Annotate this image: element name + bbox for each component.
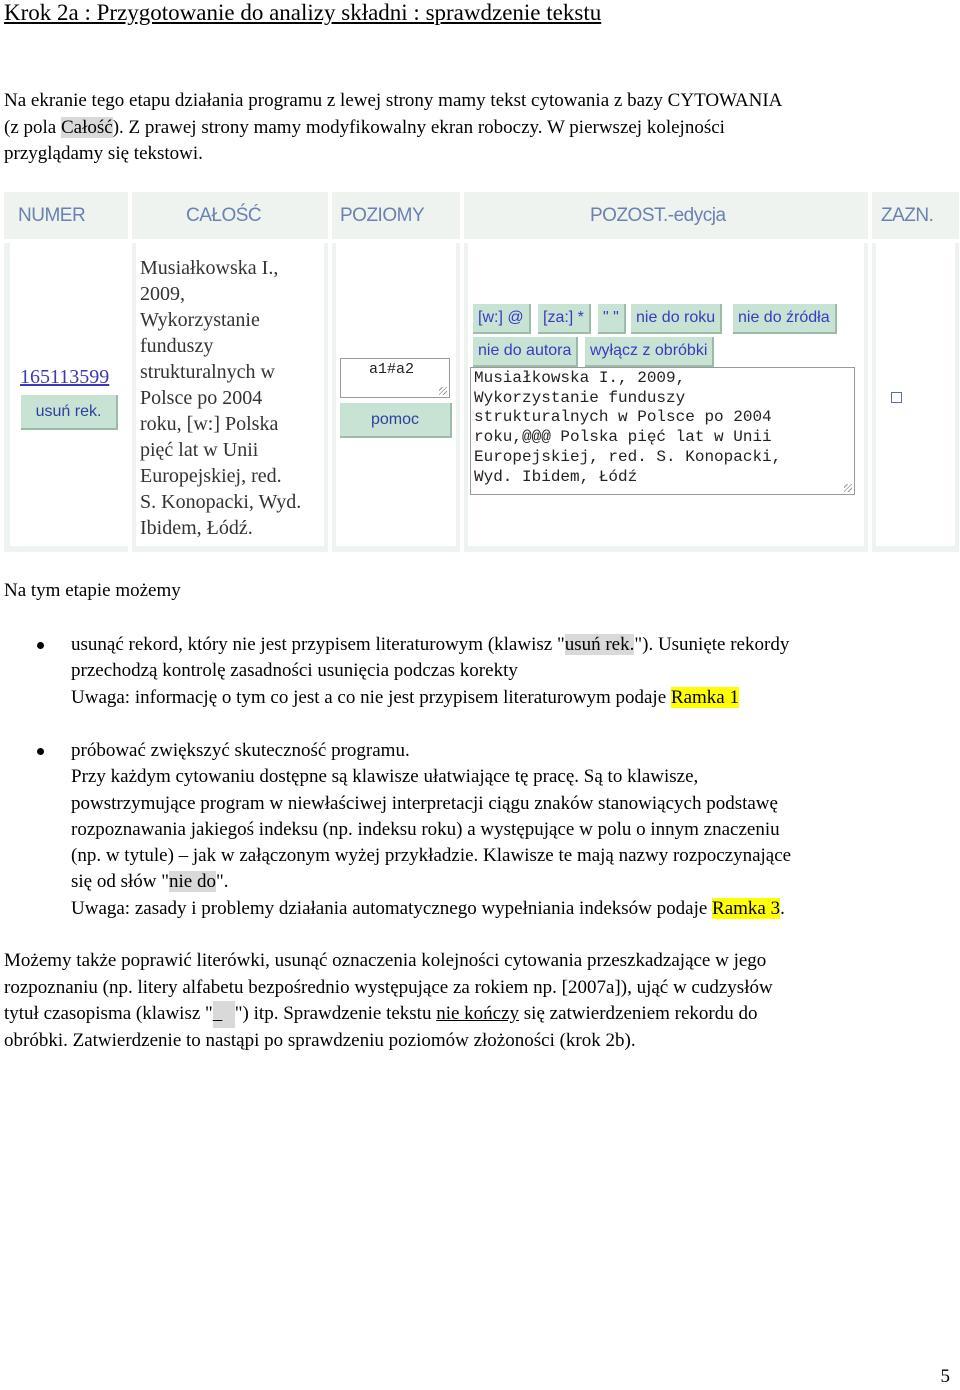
toolbar-button-nie-do-autora[interactable]: nie do autora — [473, 337, 578, 367]
toolbar-button-za[interactable]: [za:] * — [538, 304, 591, 334]
toolbar-button-quotes[interactable]: " " — [598, 304, 626, 334]
header-zazn: ZAZN. — [872, 192, 959, 239]
list-item-improve: próbować zwiększyć skuteczność programu. Przy każdym cytowaniu dostępne są klawisze ułatwiające tę pracę. Są to klawisze, powstrzymujące program w niewłaściwej interpretacji ciągu znaków stanowiących podstawę rozpoznawania jakiegoś indeksu (np. indeksu roku) a występujące w polu o innym znaczeniu (np. w tytule) – jak w załączonym wyżej przykładzie. Klawisze te mają nazwy rozpoczynające się od słów "nie do". Uwaga: zasady i problemy działania automatycznego wypełniania indeksów podaje Ramka 3. — [71, 740, 792, 919]
bullet-icon — [37, 748, 44, 755]
intro-paragraph — [4, 88, 782, 168]
page-number: 5 — [940, 1366, 950, 1387]
intro-line-1: Na ekranie tego etapu działania programu z lewej strony mamy tekst cytowania z bazy CYTOWANIA — [4, 90, 783, 111]
citation-text: Musiałkowska I., 2009, Wykorzystanie funduszy strukturalnych w Polsce po 2004 roku, [w:] Polska pięć lat w Unii Europejskiej, red. S. Konopacki, Wyd. Ibidem, Łódź. — [140, 257, 302, 539]
toolbar-button-nie-do-roku[interactable]: nie do roku — [631, 304, 722, 334]
levels-input[interactable]: a1#a2 — [340, 358, 450, 398]
bullet-icon — [37, 642, 44, 649]
help-button[interactable]: pomoc — [340, 403, 452, 438]
edit-textarea[interactable]: Musiałkowska I., 2009, Wykorzystanie funduszy strukturalnych w Polsce po 2004 roku,@@@ Polska pięć lat w Unii Europejskiej, red. S. Konopacki, Wyd. Ibidem, Łódź — [470, 367, 855, 495]
underline-nie-konczy: nie kończy — [436, 1003, 520, 1024]
highlight-ramka-1: Ramka 1 — [670, 686, 739, 708]
highlight-quote-key — [213, 1001, 235, 1028]
page-heading: Krok 2a : Przygotowanie do analizy składni : sprawdzenie tekstu — [4, 0, 602, 25]
column-zazn — [872, 243, 959, 552]
closing-paragraph: Możemy także poprawić literówki, usunąć oznaczenia kolejności cytowania przeszkadzające w jego rozpoznaniu (np. litery alfabetu bezpośrednio występujące za rokiem np. [2007a]), ująć w cudzysłów tytuł czasopisma (klawisz " ") itp. Sprawdzenie tekstu nie kończy się zatwierdzeniem rekordu do obróbki. Zatwierdzenie to nastąpi po sprawdzeniu poziomów złożoności (krok 2b). — [4, 950, 773, 1051]
header-numer: NUMER — [4, 192, 128, 239]
resize-grip-icon[interactable] — [439, 387, 447, 395]
stage-intro: Na tym etapie możemy — [4, 580, 181, 601]
delete-record-button[interactable]: usuń rek. — [21, 395, 118, 430]
highlight-nie-do: nie do — [169, 871, 216, 893]
list-item-delete: usunąć rekord, który nie jest przypisem literaturowym (klawisz "usuń rek."). Usunięte rekordy przechodzą kontrolę zasadności usunięcia podczas korekty Uwaga: informację o tym co jest a co nie jest przypisem literaturowym podaje Ramka 1 — [71, 634, 790, 708]
highlight-ramka-3: Ramka 3 — [712, 897, 781, 919]
highlight-usun-rek: usuń rek. — [564, 634, 635, 655]
header-pozost-edycja: POZOST.-edycja — [464, 192, 868, 239]
header-calosc: CAŁOŚĆ — [132, 192, 328, 239]
resize-grip-icon[interactable] — [844, 484, 852, 492]
highlight-calosc: Całość — [60, 116, 113, 138]
app-screenshot — [4, 192, 959, 552]
toolbar-button-w[interactable]: [w:] @ — [473, 304, 531, 334]
header-poziomy: POZIOMY — [332, 192, 460, 239]
toolbar-button-wylacz[interactable]: wyłącz z obróbki — [585, 337, 714, 367]
toolbar-button-nie-do-zrodla[interactable]: nie do źródła — [733, 304, 837, 334]
select-checkbox[interactable] — [891, 392, 902, 403]
intro-line-2: (z pola Całość). Z prawej strony mamy modyfikowalny ekran roboczy. W pierwszej kolejności — [4, 116, 725, 138]
record-number-link[interactable]: 165113599 — [20, 366, 110, 388]
intro-line-3: przyglądamy się tekstowi. — [4, 143, 203, 164]
